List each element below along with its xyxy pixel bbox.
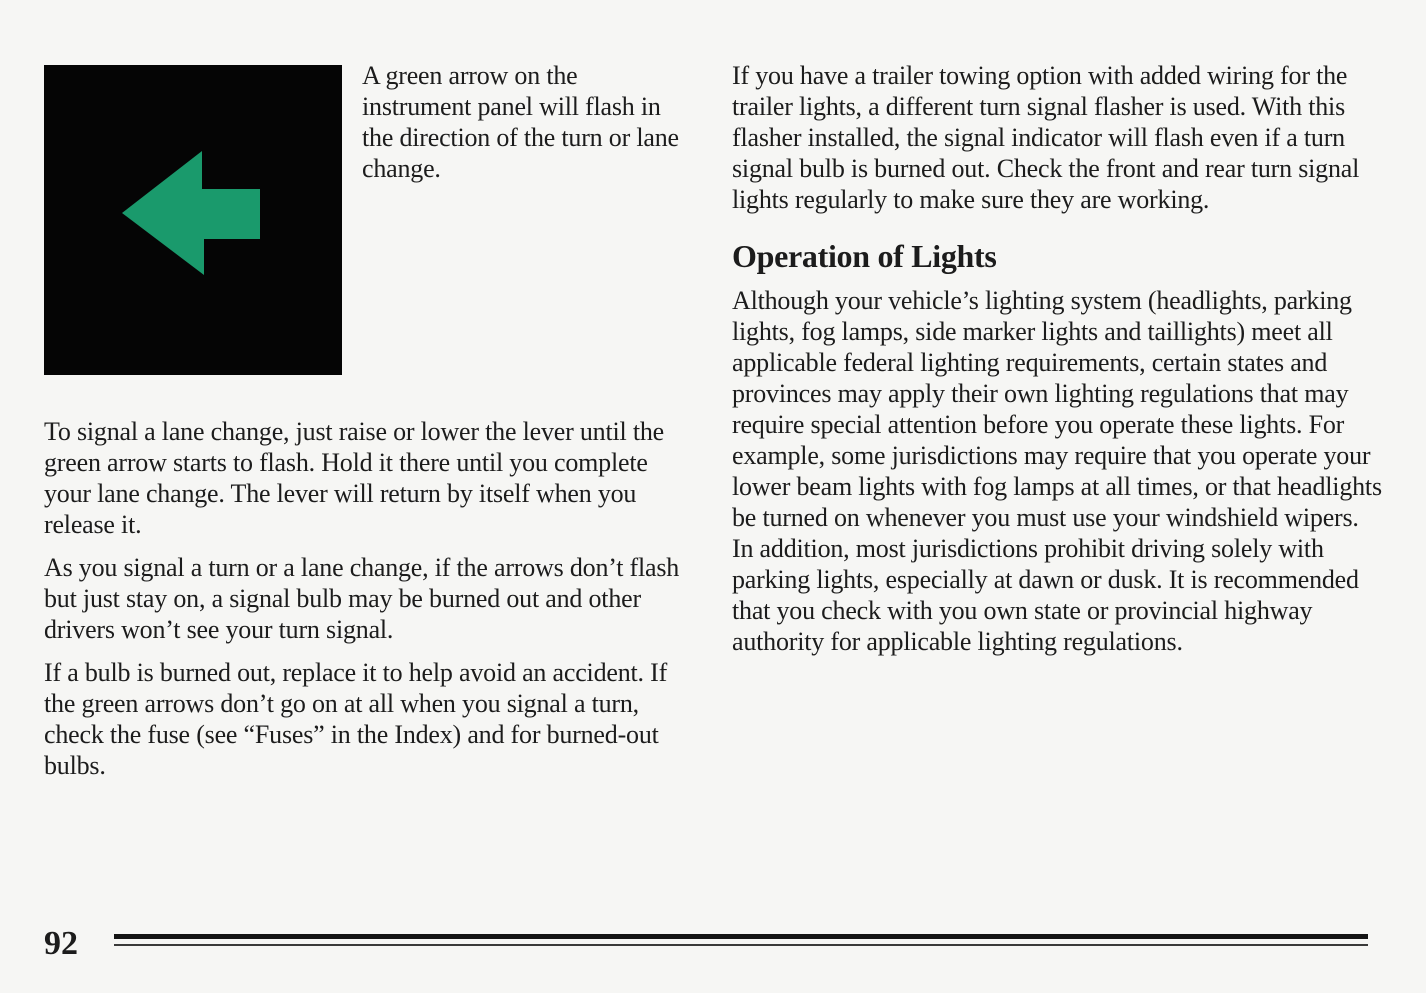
figure-caption <box>362 60 682 196</box>
page-footer <box>44 920 1368 970</box>
turn-signal-figure <box>44 60 694 405</box>
trailer-towing-paragraph: If you have a trailer towing option with added wiring for the trailer lights, a different turn signal flasher is used. With this flasher installed, the signal indicator will flash even if a turn signal bulb is burned out. Check the front and rear turn signal lights regularly to make sure they are working. <box>732 61 1360 214</box>
lane-change-paragraph: To signal a lane change, just raise or lower the lever until the green arrow starts to flash. Hold it there until you complete your lane change. The lever will return by itself when you release it. <box>44 417 664 539</box>
burned-bulb-paragraph: As you signal a turn or a lane change, if the arrows don’t flash but just stay on, a signal bulb may be burned out and other drivers won’t see your turn signal. <box>44 553 680 644</box>
left-body-text <box>44 416 694 781</box>
lighting-regulations-paragraph: Although your vehicle’s lighting system (headlights, parking lights, fog lamps, side marker lights and taillights) meet all applicable federal lighting requirements, certain states and provinces may apply their own lighting regulations that may require special attention before you operate these lights. For example, some jurisdictions may require that you operate your lower beam lights with fog lamps at all times, or that headlights be turned on whenever you must use your windshield wipers. In addition, most jurisdictions prohibit driving solely with parking lights, especially at dawn or dusk. It is recommended that you check with you own state or provincial highway authority for applicable lighting regulations. <box>732 286 1382 656</box>
caption-text: A green arrow on the instrument panel will flash in the direction of the turn or lane change. <box>362 61 679 183</box>
footer-rule-thin <box>114 944 1368 946</box>
turn-signal-indicator-image <box>44 65 342 375</box>
section-heading: Operation of Lights <box>732 238 997 274</box>
green-left-arrow-icon <box>44 65 342 375</box>
left-column <box>44 60 694 793</box>
page-number: 92 <box>44 925 78 962</box>
footer-rule <box>114 934 1368 939</box>
right-column <box>732 60 1382 669</box>
arrow-shape <box>122 151 260 275</box>
fuse-check-paragraph: If a bulb is burned out, replace it to help avoid an accident. If the green arrows don’t go on at all when you signal a turn, check the fuse (see “Fuses” in the Index) and for burned-out bulbs. <box>44 658 668 780</box>
